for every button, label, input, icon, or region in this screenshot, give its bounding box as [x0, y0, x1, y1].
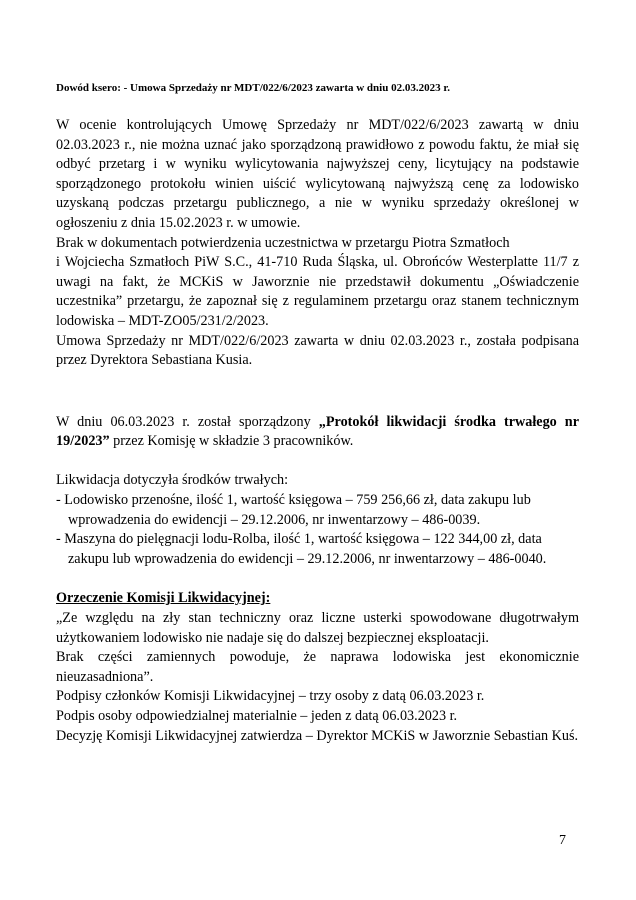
- responsible-person-signature: Podpis osoby odpowiedzialnej materialnie – jeden z datą 06.03.2023 r.: [56, 707, 458, 724]
- missing-participation-line: Brak w dokumentach potwierdzenia uczestnictwa w przetargu Piotra Szmatłoch: [56, 234, 510, 251]
- spacer: [56, 452, 579, 472]
- commission-ruling-quote: „Ze względu na zły stan techniczny oraz liczne usterki spowodowane długotrwałym użytkowaniem lodowisko nie nadaje się do dalszej bezpiecznej eksploatacji.: [56, 609, 579, 646]
- fixed-assets-heading: Likwidacja dotyczyła środków trwałych:: [56, 472, 289, 489]
- spacer: [56, 569, 579, 589]
- missing-participation-paragraph: i Wojciecha Szmatłoch PiW S.C., 41-710 Ruda Śląska, ul. Obrońców Westerplatte 11/7 z uwagi na fakt, że MCKiS w Jaworznie nie przedstawił dokumentu „Oświadczenie uczestnika” przetargu, że zapoznał się z regulaminem przetargu oraz stanem technicznym lodowiska – MDT-ZO05/231/2/2023.: [56, 254, 579, 329]
- contract-assessment-paragraph: W ocenie kontrolujących Umowę Sprzedaży nr MDT/022/6/2023 zawartą w dniu 02.03.2023 r., nie można uznać jako sporządzoną prawidłowo z powodu faktu, że miał się odbyć przetarg i w wyniku wylicytowania najwyższej ceny, licytujący na podstawie sporządzonego protokołu winien uiścić wylicytowaną najwyższą cenę za lodowisko uzyskaną podczas przetargu publicznego, a nie w wyniku sprzedaży określonej w ogłoszeniu z dnia 15.02.2023 r. w umowie.: [56, 117, 579, 231]
- protocol-intro-text: W dniu 06.03.2023 r. został sporządzony: [56, 413, 319, 430]
- contract-signature-paragraph: Umowa Sprzedaży nr MDT/022/6/2023 zawarta w dniu 02.03.2023 r., została podpisana przez Dyrektora Sebastiana Kusia.: [56, 332, 579, 369]
- commission-decision-approval: Decyzję Komisji Likwidacyjnej zatwierdza – Dyrektor MCKiS w Jaworznie Sebastian Kuś.: [56, 727, 579, 744]
- liquidation-protocol-paragraph: [56, 413, 579, 452]
- commission-ruling-quote-continued: Brak części zamiennych powoduje, że naprawa lodowiska jest ekonomicznie nieuzasadniona”.: [56, 649, 579, 685]
- spacer: [56, 371, 579, 413]
- evidence-reference: Dowód ksero: - Umowa Sprzedaży nr MDT/022/6/2023 zawarta w dniu 02.03.2023 r.: [56, 82, 450, 94]
- fixed-asset-item-ice-rink: - Lodowisko przenośne, ilość 1, wartość księgowa – 759 256,66 zł, data zakupu lub wprowadzenia do ewidencji – 29.12.2006, nr inwentarzowy – 486-0039.: [56, 492, 531, 528]
- commission-ruling-heading: [56, 589, 579, 609]
- page-number: 7: [559, 833, 566, 848]
- protocol-commission-text: przez Komisję w składzie 3 pracowników.: [109, 433, 354, 450]
- commission-ruling-title: Orzeczenie Komisji Likwidacyjnej:: [56, 590, 271, 607]
- main-text: [56, 116, 579, 746]
- protocol-title: „Protokół likwidacji środka trwałego nr 19/2023”: [56, 413, 579, 450]
- fixed-asset-item-ice-resurfacer: - Maszyna do pielęgnacji lodu-Rolba, ilość 1, wartość księgowa – 122 344,00 zł, data zakupu lub wprowadzenia do ewidencji – 29.12.2006, nr inwentarzowy – 486-0040.: [56, 531, 547, 567]
- commission-members-signatures: Podpisy członków Komisji Likwidacyjnej – trzy osoby z datą 06.03.2023 r.: [56, 688, 485, 705]
